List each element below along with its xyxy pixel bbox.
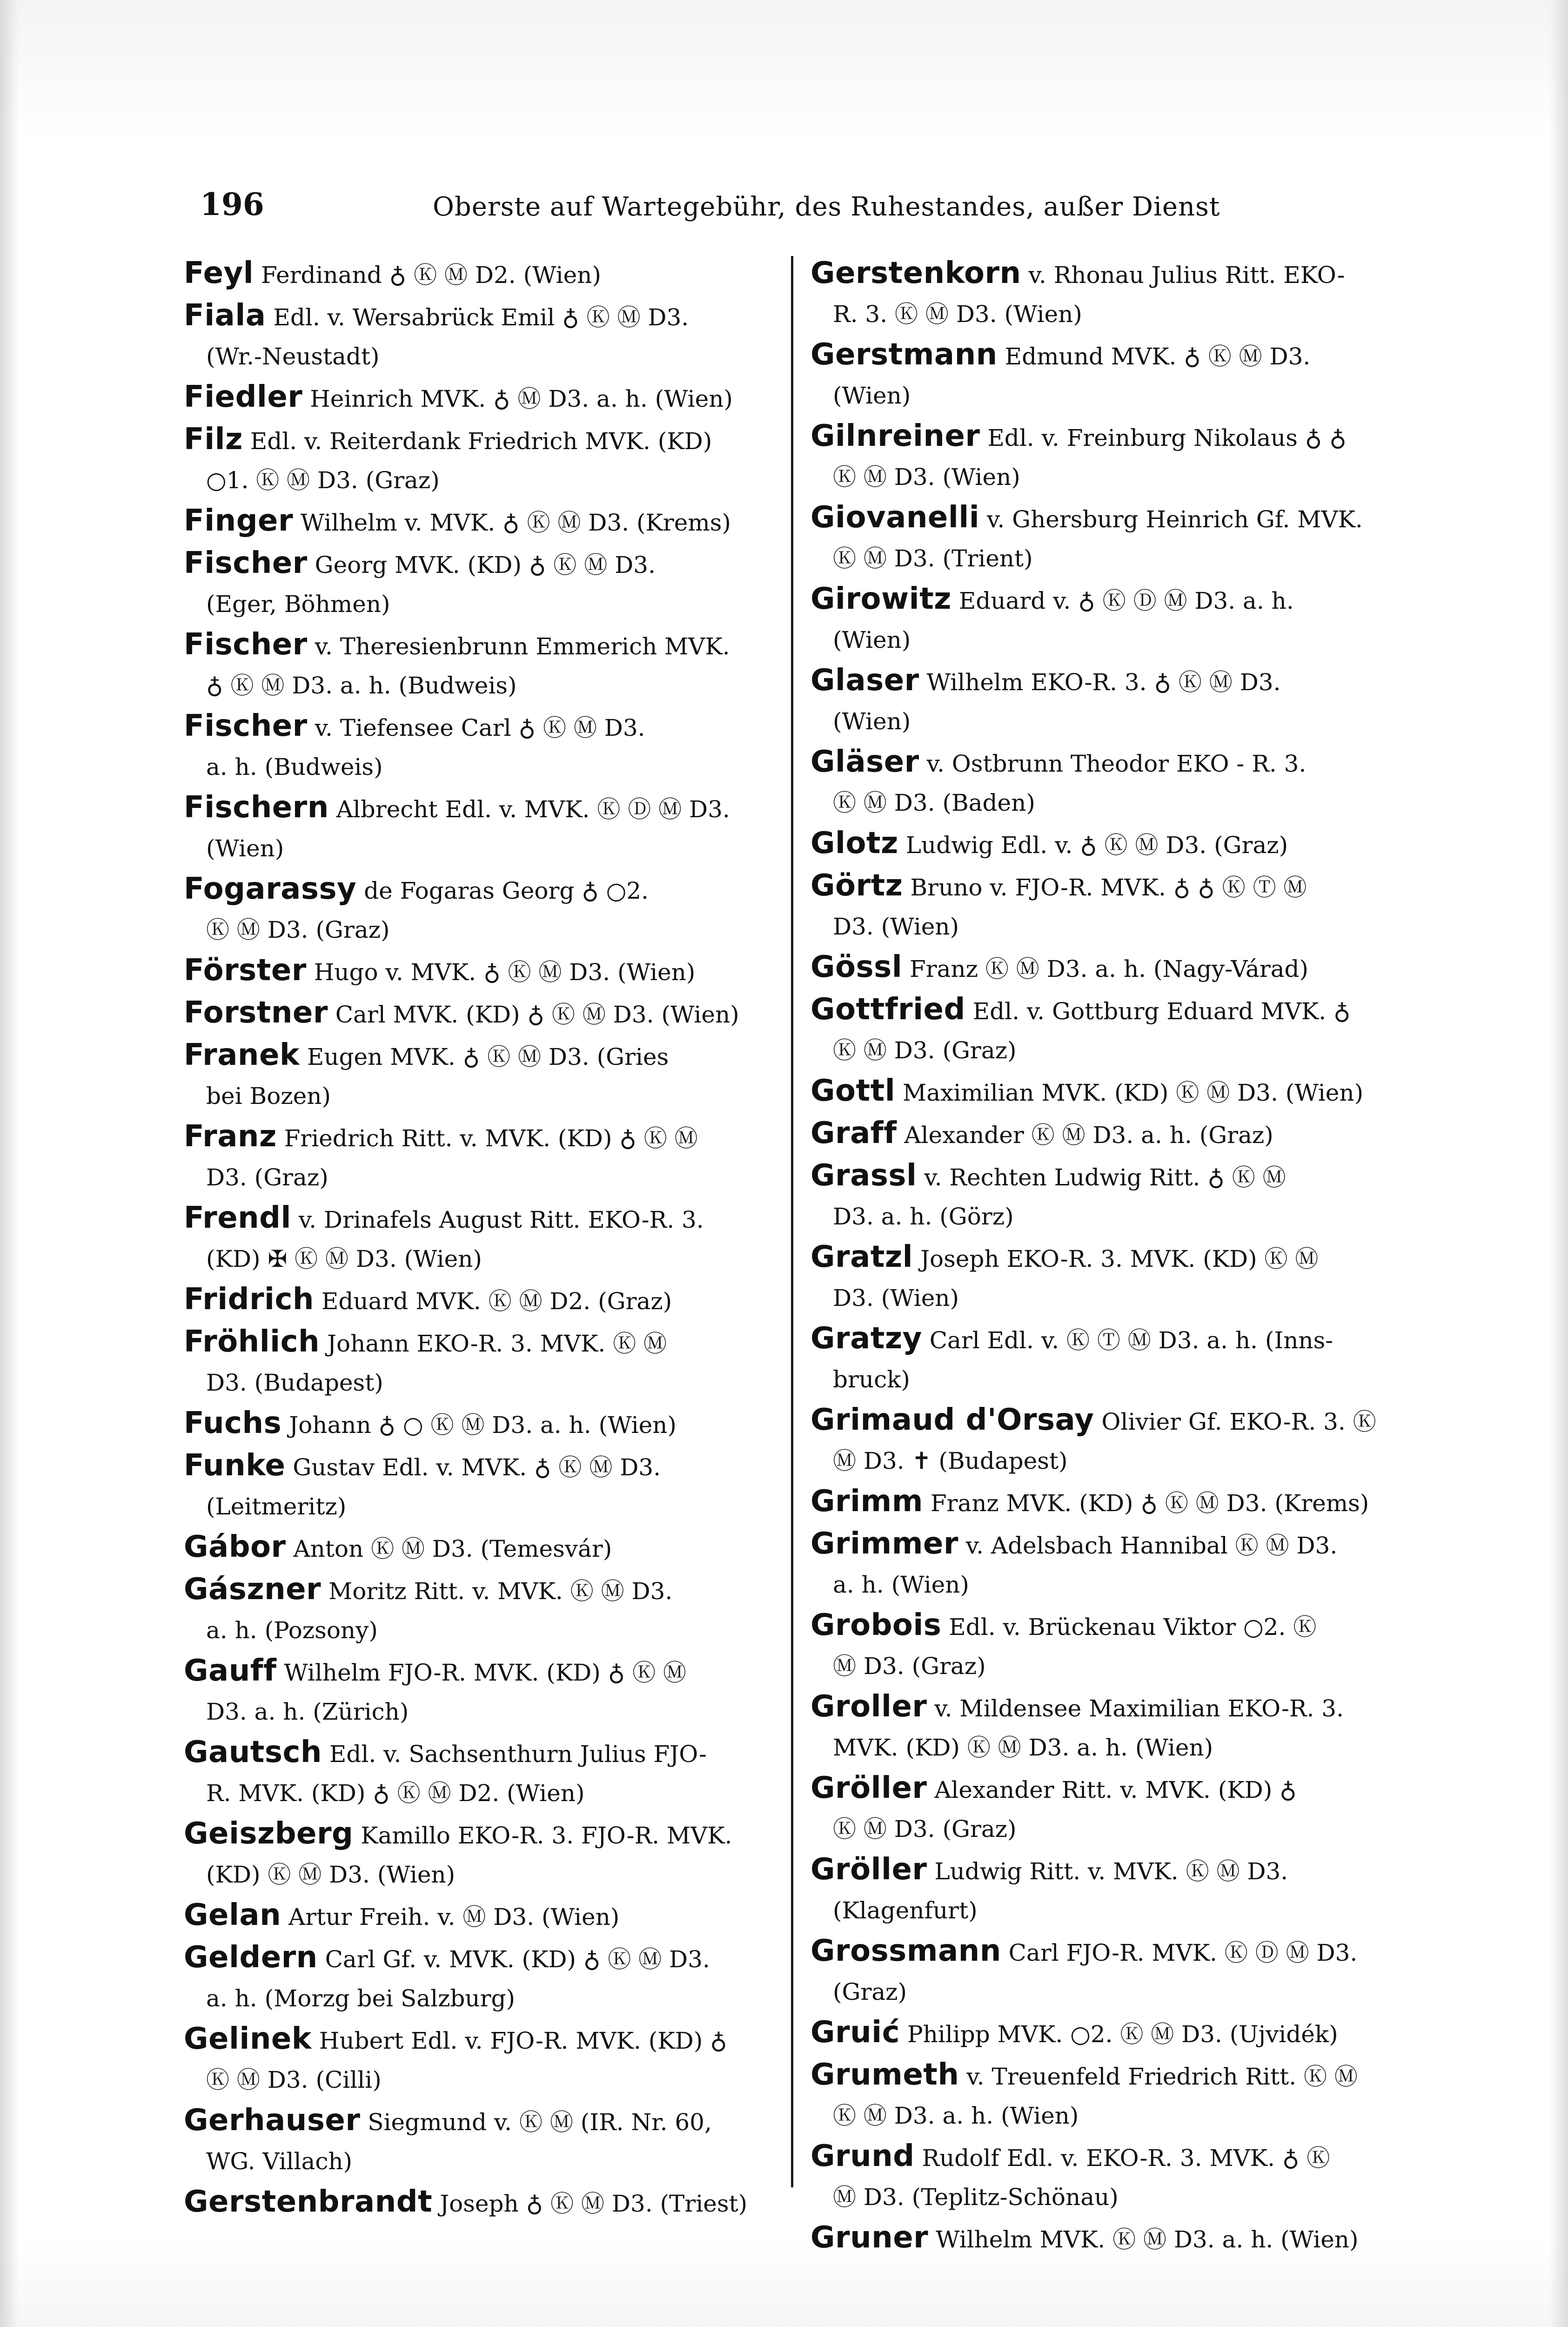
- entry-surname: Grossmann: [811, 1934, 1001, 1968]
- entry-surname: Fischer: [184, 627, 308, 662]
- directory-entry: [184, 1651, 768, 1731]
- directory-entry: [184, 1527, 768, 1568]
- directory-entry: [184, 420, 768, 500]
- directory-entry: [811, 2013, 1394, 2054]
- entry-details: Johann ♁ ○ Ⓚ Ⓜ D3. a. h. (Wien): [289, 1412, 677, 1439]
- entry-surname: Gröller: [811, 1852, 927, 1887]
- entry-details: Hubert Edl. v. FJO-R. MVK. (KD) ♁: [319, 2027, 727, 2054]
- entry-surname: Gruner: [811, 2220, 929, 2255]
- entry-details: Moritz Ritt. v. MVK. Ⓚ Ⓜ D3.: [328, 1578, 673, 1605]
- directory-entry: [184, 2182, 768, 2223]
- directory-entry: [184, 1570, 768, 1650]
- entry-details: Eugen MVK. ♁ Ⓚ Ⓜ D3. (Gries: [307, 1043, 669, 1070]
- directory-entry: [184, 296, 768, 376]
- entry-surname: Finger: [184, 504, 293, 538]
- entry-details: Carl Gf. v. MVK. (KD) ♁ Ⓚ Ⓜ D3.: [325, 1946, 710, 1973]
- entry-details: Edl. v. Brückenau Viktor ○2. Ⓚ: [949, 1614, 1317, 1641]
- entry-continuation: (KD) Ⓚ Ⓜ D3. (Wien): [206, 1861, 456, 1888]
- entry-details: v. Theresienbrunn Emmerich MVK.: [315, 633, 730, 660]
- entry-surname: Franek: [184, 1038, 300, 1072]
- entry-details: Johann EKO-R. 3. MVK. Ⓚ Ⓜ: [327, 1330, 667, 1357]
- entry-details: Wilhelm v. MVK. ♁ Ⓚ Ⓜ D3. (Krems): [300, 509, 731, 536]
- entry-surname: Girowitz: [811, 582, 952, 616]
- entry-continuation: Ⓜ D3. ✝ (Budapest): [833, 1447, 1068, 1474]
- entry-details: Hugo v. MVK. ♁ Ⓚ Ⓜ D3. (Wien): [314, 959, 696, 986]
- entry-continuation: D3. (Wien): [833, 913, 959, 940]
- entry-surname: Gelinek: [184, 2022, 312, 2056]
- entry-continuation: Ⓜ D3. (Graz): [833, 1653, 986, 1680]
- entry-details: Anton Ⓚ Ⓜ D3. (Temesvár): [293, 1535, 612, 1562]
- entry-surname: Forstner: [184, 995, 328, 1030]
- entry-surname: Fiala: [184, 298, 266, 333]
- column-divider: [791, 256, 793, 2187]
- entry-continuation: bruck): [833, 1366, 910, 1393]
- entry-surname: Grimmer: [811, 1527, 958, 1561]
- directory-entry: [811, 1850, 1394, 1930]
- entry-continuation: Ⓚ Ⓜ D3. (Cilli): [206, 2066, 382, 2093]
- entry-continuation: Ⓚ Ⓜ D3. (Baden): [833, 789, 1035, 816]
- entry-continuation: WG. Villach): [206, 2148, 353, 2175]
- entry-surname: Gerstmann: [811, 337, 998, 372]
- entry-surname: Grund: [811, 2139, 915, 2173]
- scan-edge-left: [0, 0, 19, 2327]
- directory-entry: [811, 2137, 1394, 2217]
- left-column: [184, 254, 768, 2225]
- directory-entry: [811, 254, 1394, 334]
- entry-surname: Glaser: [811, 663, 919, 698]
- directory-entry: [811, 1071, 1394, 1112]
- entry-details: Artur Freih. v. Ⓜ D3. (Wien): [288, 1903, 620, 1930]
- entry-details: Bruno v. FJO-R. MVK. ♁ ♁ Ⓚ Ⓣ Ⓜ: [910, 874, 1307, 901]
- entry-details: Friedrich Ritt. v. MVK. (KD) ♁ Ⓚ Ⓜ: [284, 1125, 698, 1152]
- entry-continuation: (Wr.-Neustadt): [206, 343, 380, 370]
- entry-surname: Grimm: [811, 1484, 923, 1519]
- entry-surname: Gerhauser: [184, 2103, 361, 2138]
- entry-details: Franz Ⓚ Ⓜ D3. a. h. (Nagy-Várad): [910, 955, 1309, 982]
- entry-surname: Fuchs: [184, 1406, 282, 1440]
- directory-entry: [184, 788, 768, 868]
- entry-continuation: a. h. (Budweis): [206, 753, 383, 780]
- entry-surname: Gerstenbrandt: [184, 2185, 433, 2219]
- directory-entry: [811, 1319, 1394, 1399]
- entry-details: v. Tiefensee Carl ♁ Ⓚ Ⓜ D3.: [315, 714, 645, 741]
- entry-surname: Funke: [184, 1448, 286, 1483]
- entry-continuation: a. h. (Wien): [833, 1571, 969, 1598]
- entry-continuation: (Wien): [833, 382, 911, 409]
- entry-surname: Gábor: [184, 1530, 286, 1564]
- entry-surname: Förster: [184, 953, 307, 988]
- entry-continuation: (Klagenfurt): [833, 1897, 978, 1924]
- entry-surname: Filz: [184, 422, 243, 457]
- entry-continuation: Ⓚ Ⓜ D3. (Graz): [206, 916, 390, 943]
- directory-entry: [184, 625, 768, 705]
- directory-entry: [184, 1280, 768, 1321]
- directory-entry: [811, 948, 1394, 989]
- directory-entry: [184, 544, 768, 624]
- entry-details: Eduard v. ♁ Ⓚ Ⓓ Ⓜ D3. a. h.: [958, 587, 1294, 614]
- directory-entry: [811, 1114, 1394, 1155]
- entry-surname: Gössl: [811, 950, 903, 984]
- entry-details: v. Treuenfeld Friedrich Ritt. Ⓚ Ⓜ: [966, 2063, 1358, 2090]
- entry-details: Siegmund v. Ⓚ Ⓜ (IR. Nr. 60,: [368, 2109, 712, 2136]
- entry-surname: Gauff: [184, 1654, 277, 1688]
- page-number: 196: [200, 186, 264, 222]
- entry-surname: Görtz: [811, 868, 903, 903]
- entry-details: Edl. v. Sachsenthurn Julius FJO-: [329, 1741, 707, 1768]
- entry-details: Albrecht Edl. v. MVK. Ⓚ Ⓓ Ⓜ D3.: [336, 796, 730, 823]
- entry-continuation: D3. (Wien): [833, 1285, 959, 1311]
- page-header: [200, 186, 1410, 237]
- directory-entry: [184, 501, 768, 542]
- entry-continuation: MVK. (KD) Ⓚ Ⓜ D3. a. h. (Wien): [833, 1734, 1213, 1761]
- entry-surname: Gelan: [184, 1898, 281, 1932]
- entry-details: Philipp MVK. ○2. Ⓚ Ⓜ D3. (Ujvidék): [907, 2021, 1338, 2048]
- entry-continuation: (Wien): [206, 835, 284, 862]
- directory-entry: [811, 1482, 1394, 1523]
- entry-continuation: R. MVK. (KD) ♁ Ⓚ Ⓜ D2. (Wien): [206, 1780, 585, 1807]
- directory-entry: [811, 1400, 1394, 1480]
- entry-surname: Fogarassy: [184, 872, 357, 906]
- entry-details: Edmund MVK. ♁ Ⓚ Ⓜ D3.: [1005, 343, 1311, 370]
- entry-surname: Gläser: [811, 745, 919, 779]
- entry-continuation: Ⓜ D3. (Teplitz-Schönau): [833, 2184, 1119, 2211]
- entry-surname: Geldern: [184, 1940, 318, 1975]
- directory-entry: [184, 869, 768, 949]
- entry-surname: Gottfried: [811, 992, 965, 1027]
- directory-entry: [811, 2055, 1394, 2135]
- entry-details: v. Rechten Ludwig Ritt. ♁ Ⓚ Ⓜ: [924, 1164, 1286, 1191]
- entry-details: Georg MVK. (KD) ♁ Ⓚ Ⓜ D3.: [315, 551, 656, 578]
- entry-continuation: ○1. Ⓚ Ⓜ D3. (Graz): [206, 467, 440, 494]
- entry-details: v. Ghersburg Heinrich Gf. MVK.: [987, 506, 1363, 533]
- entry-details: Gustav Edl. v. MVK. ♁ Ⓚ Ⓜ D3.: [293, 1454, 661, 1481]
- entry-surname: Feyl: [184, 256, 254, 290]
- entry-details: v. Ostbrunn Theodor EKO - R. 3.: [926, 750, 1307, 777]
- entry-details: Alexander Ⓚ Ⓜ D3. a. h. (Graz): [904, 1122, 1273, 1149]
- directory-entry: [184, 1036, 768, 1116]
- entry-surname: Grassl: [811, 1158, 917, 1193]
- directory-entry: [184, 1322, 768, 1402]
- entry-continuation: ♁ Ⓚ Ⓜ D3. a. h. (Budweis): [206, 672, 517, 699]
- entry-surname: Gerstenkorn: [811, 256, 1021, 290]
- directory-entry: [811, 498, 1394, 578]
- directory-entry: [184, 2019, 768, 2099]
- entry-details: v. Rhonau Julius Ritt. EKO-: [1028, 262, 1345, 289]
- directory-entry: [184, 993, 768, 1034]
- directory-entry: [184, 377, 768, 418]
- entry-details: Edl. v. Freinburg Nikolaus ♁ ♁: [987, 424, 1347, 451]
- entry-continuation: D3. a. h. (Zürich): [206, 1698, 409, 1725]
- directory-entry: [184, 1198, 768, 1278]
- entry-details: Joseph ♁ Ⓚ Ⓜ D3. (Triest): [440, 2190, 748, 2217]
- entry-details: Rudolf Edl. v. EKO-R. 3. MVK. ♁ Ⓚ: [922, 2145, 1330, 2172]
- entry-surname: Grimaud d'Orsay: [811, 1403, 1094, 1437]
- scan-edge-right: [1549, 0, 1568, 2327]
- entry-details: Carl MVK. (KD) ♁ Ⓚ Ⓜ D3. (Wien): [335, 1001, 739, 1028]
- directory-entry: [811, 866, 1394, 946]
- entry-details: Edl. v. Wersabrück Emil ♁ Ⓚ Ⓜ D3.: [273, 304, 689, 331]
- entry-surname: Geiszberg: [184, 1816, 354, 1851]
- entry-details: Ferdinand ♁ Ⓚ Ⓜ D2. (Wien): [261, 262, 601, 289]
- entry-surname: Fischer: [184, 546, 308, 580]
- directory-entry: [811, 2218, 1394, 2259]
- entry-surname: Fridrich: [184, 1282, 314, 1317]
- entry-surname: Gautsch: [184, 1735, 322, 1769]
- entry-surname: Frendl: [184, 1201, 291, 1235]
- entry-surname: Gruić: [811, 2015, 900, 2050]
- entry-continuation: (Wien): [833, 626, 911, 653]
- entry-continuation: (Leitmeritz): [206, 1493, 347, 1520]
- directory-entry: [811, 661, 1394, 741]
- directory-entry: [811, 1237, 1394, 1318]
- entry-surname: Gottl: [811, 1074, 896, 1108]
- entry-details: Edl. v. Reiterdank Friedrich MVK. (KD): [250, 428, 712, 455]
- directory-entry: [184, 706, 768, 787]
- entry-surname: Gászner: [184, 1572, 322, 1607]
- entry-continuation: bei Bozen): [206, 1083, 331, 1110]
- entry-continuation: D3. (Budapest): [206, 1369, 383, 1396]
- directory-entry: [184, 1404, 768, 1445]
- entry-details: Olivier Gf. EKO-R. 3. Ⓚ: [1101, 1408, 1376, 1435]
- entry-continuation: Ⓚ Ⓜ D3. (Trient): [833, 545, 1033, 572]
- entry-surname: Grumeth: [811, 2058, 959, 2092]
- entry-details: v. Mildensee Maximilian EKO-R. 3.: [934, 1695, 1344, 1722]
- entry-details: Edl. v. Gottburg Eduard MVK. ♁: [972, 998, 1351, 1025]
- directory-entry: [184, 254, 768, 295]
- right-column: [811, 254, 1394, 2260]
- entry-details: v. Drinafels August Ritt. EKO-R. 3.: [298, 1206, 704, 1233]
- entry-surname: Grobois: [811, 1608, 942, 1642]
- directory-entry: [184, 951, 768, 992]
- entry-surname: Fröhlich: [184, 1325, 320, 1359]
- entry-details: Franz MVK. (KD) ♁ Ⓚ Ⓜ D3. (Krems): [930, 1490, 1369, 1517]
- entry-surname: Fiedler: [184, 380, 303, 414]
- entry-continuation: D3. (Graz): [206, 1164, 328, 1191]
- entry-details: Maximilian MVK. (KD) Ⓚ Ⓜ D3. (Wien): [903, 1079, 1364, 1106]
- entry-continuation: (KD) ✠ Ⓚ Ⓜ D3. (Wien): [206, 1245, 482, 1272]
- entry-details: Eduard MVK. Ⓚ Ⓜ D2. (Graz): [321, 1288, 672, 1315]
- entry-continuation: Ⓚ Ⓜ D3. (Wien): [833, 464, 1020, 491]
- entry-details: Kamillo EKO-R. 3. FJO-R. MVK.: [361, 1822, 732, 1849]
- entry-continuation: a. h. (Pozsony): [206, 1617, 378, 1644]
- directory-entry: [811, 1524, 1394, 1604]
- entry-surname: Gröller: [811, 1771, 927, 1805]
- entry-surname: Graff: [811, 1116, 897, 1150]
- entry-details: Alexander Ritt. v. MVK. (KD) ♁: [934, 1776, 1297, 1803]
- entry-details: de Fogaras Georg ♁ ○2.: [364, 877, 649, 904]
- directory-entry: [184, 1896, 768, 1937]
- directory-entry: [184, 1938, 768, 2018]
- entry-surname: Fischern: [184, 790, 329, 825]
- entry-details: Ludwig Edl. v. ♁ Ⓚ Ⓜ D3. (Graz): [905, 832, 1288, 859]
- entry-details: Wilhelm EKO-R. 3. ♁ Ⓚ Ⓜ D3.: [926, 669, 1281, 696]
- entry-continuation: R. 3. Ⓚ Ⓜ D3. (Wien): [833, 301, 1082, 328]
- entry-continuation: D3. a. h. (Görz): [833, 1203, 1014, 1230]
- entry-details: v. Adelsbach Hannibal Ⓚ Ⓜ D3.: [965, 1532, 1338, 1559]
- entry-surname: Gratzy: [811, 1321, 922, 1356]
- entry-surname: Groller: [811, 1689, 927, 1724]
- entry-surname: Glotz: [811, 826, 898, 861]
- entry-continuation: Ⓚ Ⓜ D3. (Graz): [833, 1816, 1017, 1843]
- directory-entry: [184, 1814, 768, 1894]
- entry-surname: Gratzl: [811, 1240, 913, 1274]
- directory-entry: [811, 1769, 1394, 1849]
- directory-entry: [184, 1733, 768, 1813]
- entry-surname: Fischer: [184, 709, 308, 743]
- directory-entry: [184, 1117, 768, 1197]
- entry-details: Wilhelm FJO-R. MVK. (KD) ♁ Ⓚ Ⓜ: [284, 1659, 686, 1686]
- directory-entry: [811, 417, 1394, 497]
- directory-entry: [811, 742, 1394, 822]
- directory-entry: [811, 1931, 1394, 2011]
- entry-continuation: (Graz): [833, 1978, 907, 2005]
- running-head: Oberste auf Wartegebühr, des Ruhestandes, außer Dienst: [433, 192, 1220, 222]
- directory-entry: [811, 990, 1394, 1070]
- entry-continuation: Ⓚ Ⓜ D3. (Graz): [833, 1037, 1017, 1064]
- entry-details: Joseph EKO-R. 3. MVK. (KD) Ⓚ Ⓜ: [920, 1245, 1319, 1272]
- directory-entry: [184, 2101, 768, 2181]
- directory-entry: [811, 1606, 1394, 1686]
- entry-details: Heinrich MVK. ♁ Ⓜ D3. a. h. (Wien): [310, 385, 733, 412]
- directory-entry: [811, 1687, 1394, 1767]
- directory-entry: [811, 335, 1394, 415]
- entry-continuation: a. h. (Morzg bei Salzburg): [206, 1985, 516, 2012]
- entry-surname: Gilnreiner: [811, 419, 980, 453]
- entry-surname: Franz: [184, 1119, 277, 1154]
- entry-continuation: Ⓚ Ⓜ D3. a. h. (Wien): [833, 2102, 1079, 2129]
- directory-entry: [811, 1156, 1394, 1236]
- entry-surname: Giovanelli: [811, 500, 980, 535]
- directory-entry: [811, 579, 1394, 659]
- entry-details: Carl FJO-R. MVK. Ⓚ Ⓓ Ⓜ D3.: [1008, 1939, 1358, 1966]
- directory-entry: [811, 824, 1394, 865]
- entry-details: Carl Edl. v. Ⓚ Ⓣ Ⓜ D3. a. h. (Inns-: [929, 1327, 1333, 1354]
- entry-continuation: (Eger, Böhmen): [206, 591, 390, 618]
- entry-details: Wilhelm MVK. Ⓚ Ⓜ D3. a. h. (Wien): [936, 2226, 1359, 2253]
- directory-entry: [184, 1446, 768, 1526]
- entry-details: Ludwig Ritt. v. MVK. Ⓚ Ⓜ D3.: [934, 1858, 1288, 1885]
- entry-continuation: (Wien): [833, 708, 911, 735]
